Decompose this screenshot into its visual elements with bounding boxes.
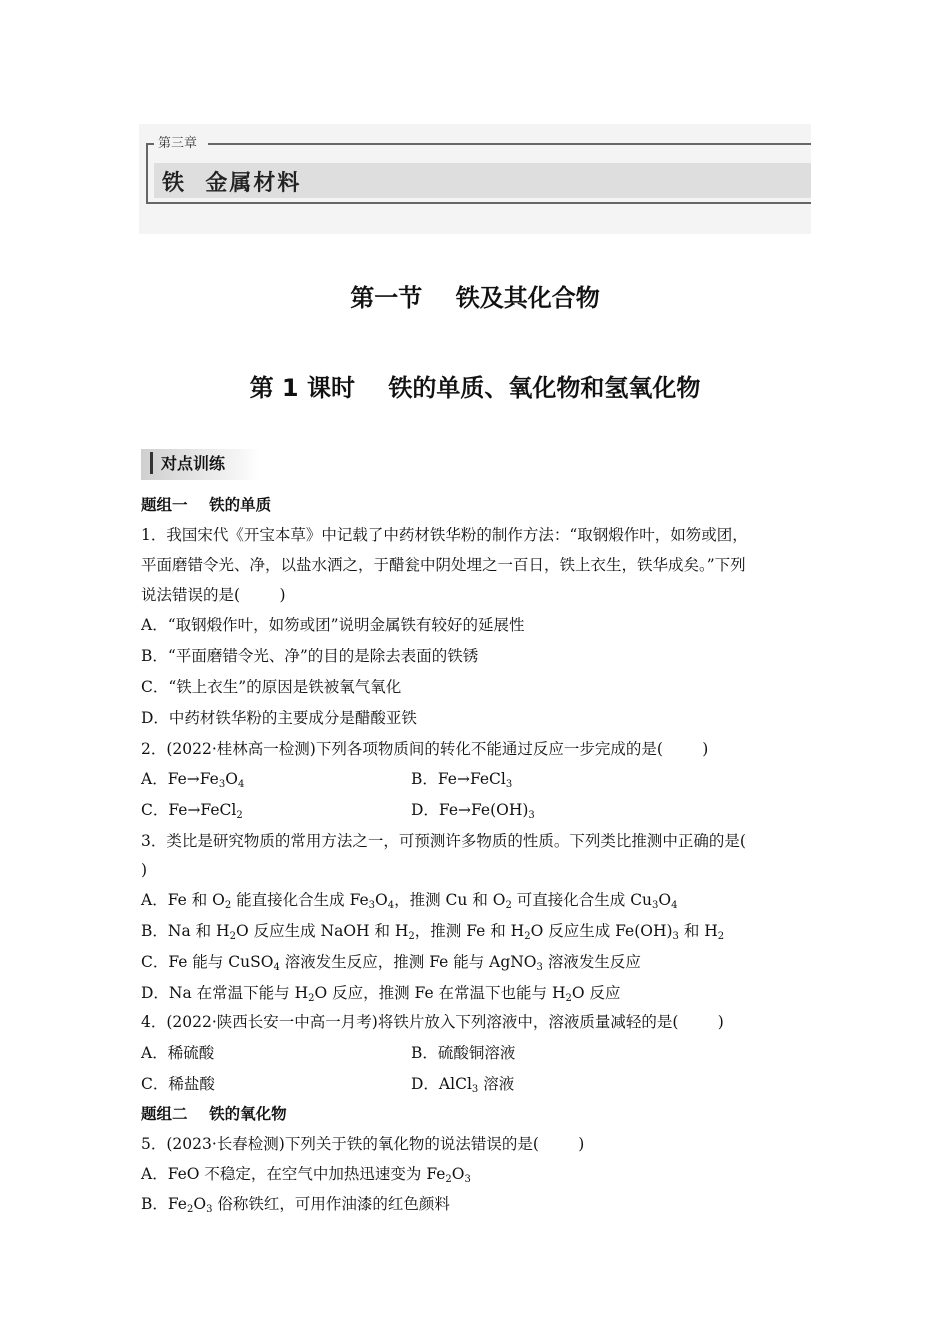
q2-option-b: B．Fe→FeCl$_3$ xyxy=(411,770,513,790)
chapter-label: 第三章 xyxy=(158,136,198,151)
banner-frame-top-right xyxy=(208,143,811,145)
q4-option-d: D．AlCl$_3$ 溶液 xyxy=(411,1075,515,1095)
q5-option-a: A．FeO 不稳定，在空气中加热迅速变为 $Fe_2O_3$ xyxy=(141,1165,471,1185)
q3-option-a: A．Fe 和 $O_2$ 能直接化合生成 $Fe_3O_4$，推测 Cu 和 $O_2$ 可直接化合生成 $Cu_3O_4$ xyxy=(141,891,678,911)
banner-frame-bottom xyxy=(146,202,811,204)
q1-option-a: A．“取钢煅作叶，如笏或团”说明金属铁有较好的延展性 xyxy=(141,616,525,634)
q1-option-b: B．“平面磨错令光、净”的目的是除去表面的铁锈 xyxy=(141,647,479,665)
q2-option-a: A．$Fe\to Fe_3O_4$ xyxy=(141,770,245,790)
practice-tag-bar xyxy=(150,452,153,474)
q1-option-d: D．中药材铁华粉的主要成分是醋酸亚铁 xyxy=(141,709,417,727)
q2-stem: 2．(2022·桂林高一检测)下列各项物质间的转化不能通过反应一步完成的是( ) xyxy=(141,740,709,758)
banner-frame-left xyxy=(146,143,148,204)
q2-option-c: C．Fe→FeCl$_2$ xyxy=(141,801,243,821)
group2-heading: 题组二 铁的氧化物 xyxy=(141,1104,287,1123)
q3-stem-line1: 3．类比是研究物质的常用方法之一，可预测许多物质的性质。下列类比推测中正确的是( xyxy=(141,832,746,850)
banner-frame-top-left xyxy=(146,143,154,145)
q1-option-c: C．“铁上衣生”的原因是铁被氧气氧化 xyxy=(141,678,402,696)
chapter-title: 铁 金属材料 xyxy=(162,171,302,196)
q3-option-c: C．Fe 能与 CuSO$_4$ 溶液发生反应，推测 Fe 能与 AgNO$_3$ 溶液发生反应 xyxy=(141,953,641,973)
q4-option-a: A．稀硫酸 xyxy=(141,1044,215,1062)
q5-stem: 5．(2023·长春检测)下列关于铁的氧化物的说法错误的是( ) xyxy=(141,1135,585,1153)
q5-option-b: B．$Fe_2O_3$ 俗称铁红，可用作油漆的红色颜料 xyxy=(141,1195,450,1215)
q4-option-c: C．稀盐酸 xyxy=(141,1075,215,1093)
q1-stem-line2: 平面磨错令光、净，以盐水洒之，于醋瓮中阴处埋之一百日，铁上衣生，铁华成矣。”下列 xyxy=(141,556,746,574)
q4-option-b: B．硫酸铜溶液 xyxy=(411,1044,516,1062)
q3-stem-line2: ) xyxy=(141,861,148,879)
section-title: 第一节 铁及其化合物 xyxy=(350,284,600,312)
q3-option-d: D．Na 在常温下能与 $H_2O$ 反应，推测 Fe 在常温下也能与 $H_2O$ 反应 xyxy=(141,984,621,1004)
q1-stem-line1: 1．我国宋代《开宝本草》中记载了中药材铁华粉的制作方法：“取钢煅作叶，如笏或团， xyxy=(141,526,748,544)
q1-stem-line3: 说法错误的是( ) xyxy=(141,586,286,604)
practice-tag-label: 对点训练 xyxy=(161,454,226,473)
lesson-title: 第 1 课时 铁的单质、氧化物和氢氧化物 xyxy=(249,374,701,402)
q2-option-d: D．$Fe\to Fe(OH)_3$ xyxy=(411,801,535,821)
group1-heading: 题组一 铁的单质 xyxy=(141,495,272,514)
q3-option-b: B．Na 和 $H_2O$ 反应生成 NaOH 和 $H_2$，推测 Fe 和 $H_2O$ 反应生成 $Fe(OH)_3$ 和 $H_2$ xyxy=(141,922,725,942)
q4-stem: 4．(2022·陕西长安一中高一月考)将铁片放入下列溶液中，溶液质量减轻的是( ) xyxy=(141,1013,724,1031)
